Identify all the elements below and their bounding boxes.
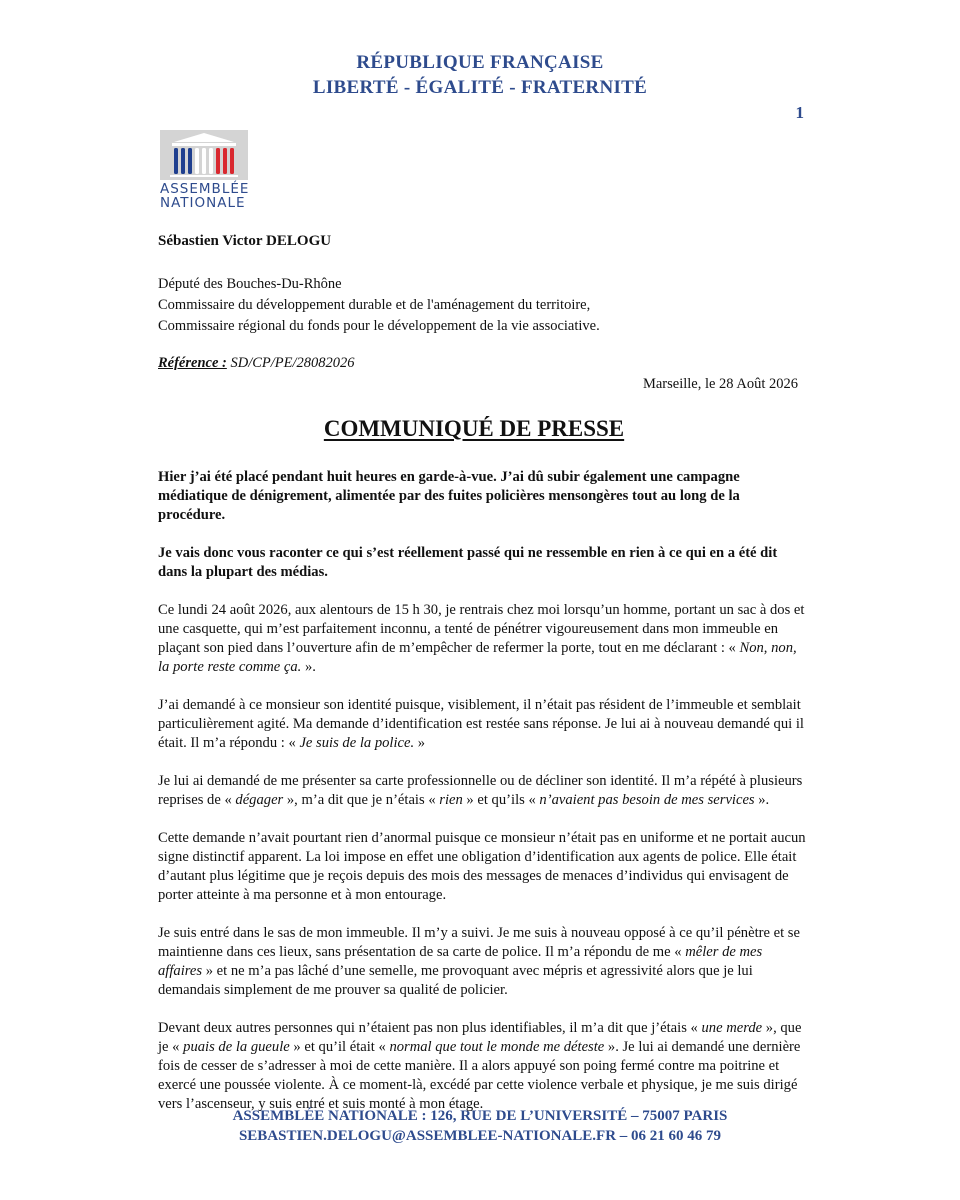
pediment-shape <box>174 133 234 142</box>
reference <box>158 355 355 372</box>
press-release-body <box>158 468 806 1133</box>
paragraph-text: Devant deux autres personnes qui n’étaient pas non plus identifiables, il m’a dit que j’étais « <box>158 1020 702 1036</box>
paragraph-text: J’ai demandé à ce monsieur son identité puisque, visiblement, il n’était pas résident de l’immeuble et semblait particulièrement agité. Ma demande d’identification est restée sans réponse. Je lui ai à nouveau demandé qui il était. Il m’a répondu : « <box>158 697 804 751</box>
paragraph-text: ». <box>301 659 316 675</box>
document-title: COMMUNIQUÉ DE PRESSE <box>323 416 625 441</box>
assemblee-nationale-logo <box>160 130 250 210</box>
sender-name: Sébastien Victor DELOGU <box>158 233 332 249</box>
entablature-shape <box>172 143 236 146</box>
paragraph-text: Hier j’ai été placé pendant huit heures en garde-à-vue. J’ai dû subir également une campagne médiatique de dénigrement, alimentée par des fuites policières mensongères tout au long de la procédure. <box>158 469 740 523</box>
page-number: 1 <box>795 103 804 122</box>
paragraph <box>158 468 806 525</box>
footer <box>0 1106 960 1146</box>
base-shape <box>170 175 238 177</box>
paragraph <box>158 772 806 810</box>
paragraph-text: Cette demande n’avait pourtant rien d’anormal puisque ce monsieur n’était pas en uniforme et ne portait aucun signe distinctif apparent. La loi impose en effet une obligation d’identification aux agents de police. Elle était d’autant plus légitime que je reçois depuis des mois des messages de menaces d’individus qui envisagent de porter atteinte à ma personne et à mon entourage. <box>158 830 806 903</box>
sender-titles <box>158 274 600 337</box>
paragraph-text: Je vais donc vous raconter ce qui s’est réellement passé qui ne ressemble en rien à ce qui en a été dit dans la plupart des médias. <box>158 545 778 580</box>
paragraph-text: » et qu’il était « <box>289 1039 390 1055</box>
hemicycle-emblem-icon <box>160 130 248 180</box>
sender-title-line: Commissaire régional du fonds pour le développement de la vie associative. <box>158 318 600 334</box>
paragraph-text: Je suis entré dans le sas de mon immeuble. Il m’y a suivi. Je me suis à nouveau opposé à ce qu’il pénètre et se maintienne dans ces lieux, sans présentation de sa carte de police. Il m’a répondu de me « <box>158 925 800 960</box>
column-shape <box>188 148 192 174</box>
letterhead <box>0 50 960 100</box>
paragraph <box>158 544 806 582</box>
column-shape <box>230 148 234 174</box>
paragraph-text: », que je « <box>158 1020 802 1055</box>
logo-line-2: NATIONALE <box>160 195 246 211</box>
reference-label: Référence : <box>158 355 227 371</box>
paragraph <box>158 696 806 753</box>
paragraph <box>158 829 806 905</box>
paragraph <box>158 1019 806 1114</box>
column-shape <box>174 148 178 174</box>
paragraph <box>158 924 806 1000</box>
column-shape <box>209 148 213 174</box>
column-shape <box>181 148 185 174</box>
column-shape <box>216 148 220 174</box>
sender-title-line: Commissaire du développement durable et de l'aménagement du territoire, <box>158 297 591 313</box>
quoted-speech: puais de la gueule <box>183 1039 290 1055</box>
quoted-speech: normal que tout le monde me déteste <box>389 1039 605 1055</box>
paragraph-text: », m’a dit que je n’étais « <box>283 792 440 808</box>
quoted-speech: rien <box>439 792 463 808</box>
column-shape <box>195 148 199 174</box>
footer-address: ASSEMBLÉE NATIONALE : 126, RUE DE L’UNIVERSITÉ – 75007 PARIS <box>232 1108 728 1124</box>
paragraph-text: Ce lundi 24 août 2026, aux alentours de 15 h 30, je rentrais chez moi lorsqu’un homme, portant un sac à dos et une casquette, qui m’est parfaitement inconnu, a tenté de pénétrer vigoureusement dans mon immeuble en plaçant son pied dans l’ouverture afin de m’empêcher de refermer la porte, tout en me déclarant : « <box>158 602 805 656</box>
column-shape <box>202 148 206 174</box>
paragraph-text: » et ne m’a pas lâché d’une semelle, me provoquant avec mépris et agressivité alors que je lui demandais simplement de me prouver sa qualité de policier. <box>158 963 753 998</box>
paragraph <box>158 601 806 677</box>
quoted-speech: dégager <box>235 792 284 808</box>
paragraph-text: » <box>414 735 426 751</box>
logo-line-1: ASSEMBLÉE <box>160 181 250 197</box>
quoted-speech: une merde <box>701 1020 763 1036</box>
date-line: Marseille, le 28 Août 2026 <box>642 376 798 392</box>
logo-text <box>160 182 250 210</box>
footer-contact: SEBASTIEN.DELOGU@ASSEMBLEE-NATIONALE.FR – 06 21 60 46 79 <box>238 1128 722 1144</box>
reference-value: SD/CP/PE/28082026 <box>226 355 355 371</box>
column-shape <box>223 148 227 174</box>
quoted-speech: Je suis de la police. <box>299 735 415 751</box>
quoted-speech: mêler de mes affaires <box>158 944 763 979</box>
header-republique: RÉPUBLIQUE FRANÇAISE <box>356 52 604 73</box>
paragraph-text: ». Je lui ai demandé une dernière fois de cesser de s’adresser à moi de cette manière. Il a alors appuyé son poing fermé contre ma poitrine et exercé une poussée violente. À ce moment-là, excédé par cette violence verbale et physique, je me suis dirigé vers l’ascenseur, y suis entré et suis monté à mon étage. <box>158 1039 801 1112</box>
paragraph-text: ». <box>754 792 770 808</box>
quoted-speech: n’avaient pas besoin de mes services <box>539 792 755 808</box>
sender-title-line: Député des Bouches-Du-Rhône <box>158 276 342 292</box>
paragraph-text: Je lui ai demandé de me présenter sa carte professionnelle ou de décliner son identité. Il m’a répété à plusieurs reprises de « <box>158 773 803 808</box>
quoted-speech: Non, non, la porte reste comme ça. <box>158 640 797 675</box>
paragraph-text: » et qu’ils « <box>462 792 540 808</box>
header-devise: LIBERTÉ - ÉGALITÉ - FRATERNITÉ <box>312 77 648 98</box>
